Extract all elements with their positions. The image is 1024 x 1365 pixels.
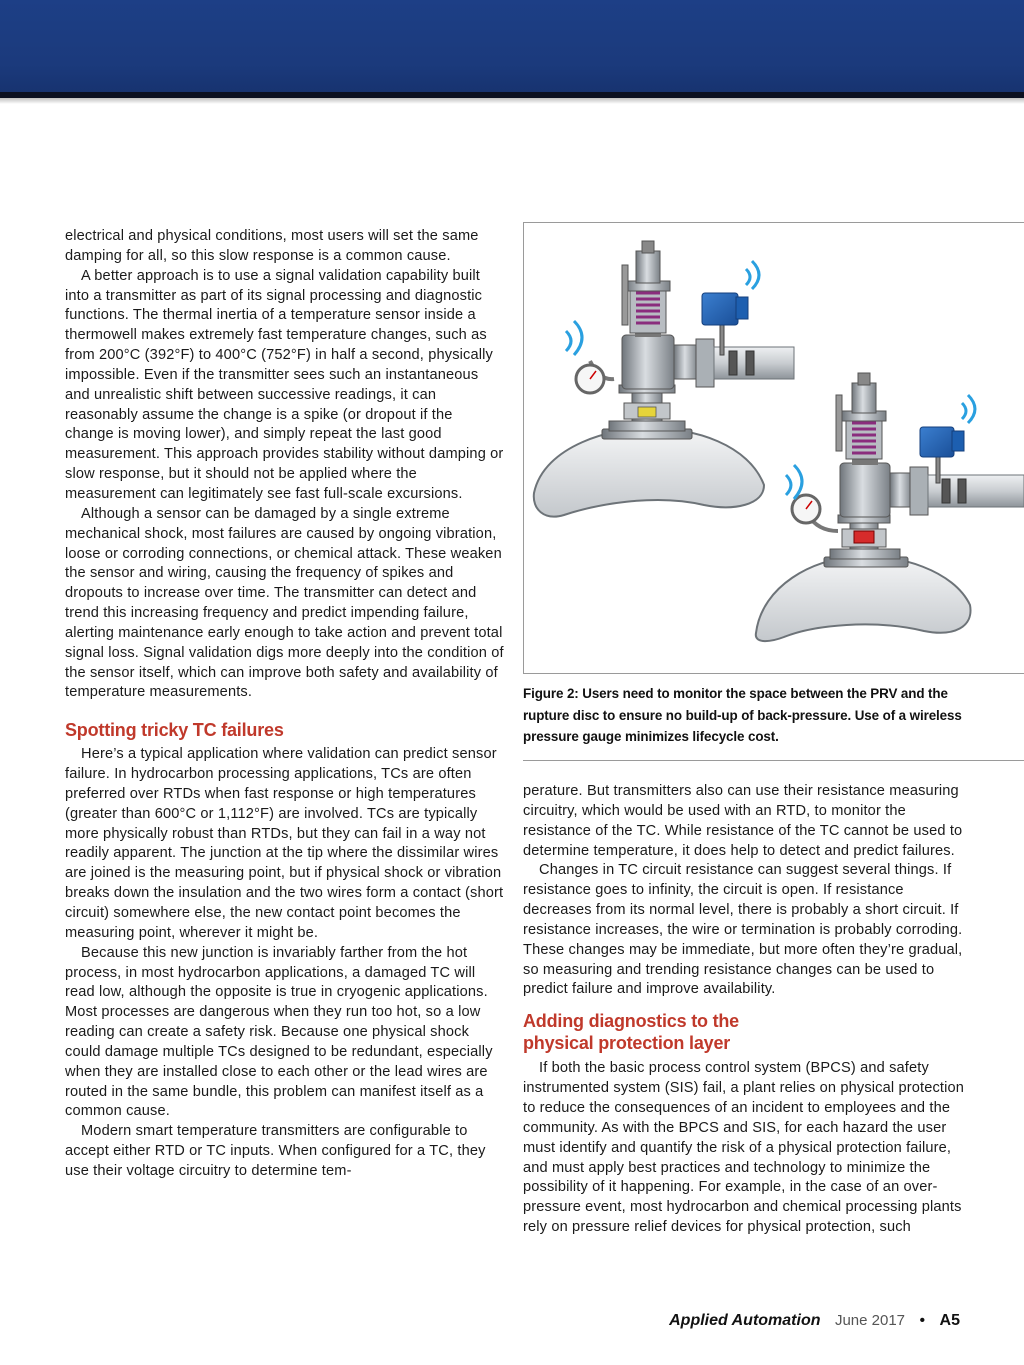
section-heading-line: Adding diagnostics to the bbox=[523, 1011, 739, 1032]
page-number: A5 bbox=[939, 1312, 960, 1329]
paragraph: electrical and physical conditions, most users will set the same damping for all, so this slow response is a common cause. bbox=[65, 228, 479, 264]
paragraph: Changes in TC circuit resistance can suggest several things. If resistance goes to infinity, the circuit is open. If resistance decreases from its normal level, there is probably a short circuit. If resistance increases, the wire or termination is probably corroding. These changes may be immediate, but more often they’re gradual, so measuring and trending resistance changes can be used to predict failure and improve availability. bbox=[523, 862, 963, 998]
prv-assembly-1 bbox=[534, 241, 794, 517]
issue-date: June 2017 bbox=[834, 1312, 906, 1329]
section-heading bbox=[523, 1010, 968, 1054]
page-footer bbox=[669, 1310, 960, 1332]
footer-separator: • bbox=[919, 1312, 926, 1329]
figure-caption: Figure 2: Users need to monitor the space between the PRV and the rupture disc to ensure no build-up of back-pressure. Use of a wireless pressure gauge minimizes lifecycle cost. bbox=[523, 686, 962, 744]
figure-illustration bbox=[523, 222, 1024, 674]
paragraph: If both the basic process control system (BPCS) and safety instrumented system (SIS) fail, a plant relies on physical protection to reduce the consequences of an incident to employees and the community. As with the BPCS and SIS, for each hazard the user must identify and quantify the risk of a physical protection failure, and must apply best practices and technology to minimize the possibility of it happening. For example, in the case of an over-pressure event, most hydrocarbon and chemical processing plants rely on pressure relief devices for physical protection, such bbox=[523, 1060, 965, 1236]
paragraph: Although a sensor can be damaged by a single extreme mechanical shock, most failures are caused by ongoing vibration, loose or corroding connections, or chemical attack. These weaken the sensor and wiring, causing the frequency of spikes and dropouts to increase over time. The transmitter can detect and trend this increasing frequency and predict impending failure, alerting maintenance early enough to take action and prevent total signal loss. Signal validation digs more deeply into the condition of the sensor itself, which can improve both safety and availability of temperature measurements. bbox=[65, 505, 504, 701]
prv-assembly-2 bbox=[756, 373, 1024, 641]
section-heading: Spotting tricky TC failures bbox=[65, 720, 284, 741]
paragraph: A better approach is to use a signal validation capability built into a transmitter as part of its signal processing and diagnostic functions. The thermal inertia of a temperature sensor inside a thermowell makes extremely fast temperature changes, such as from 200°C (392°F) to 400°C (752°F) in half a second, physically impossible. Even if the transmitter sees such an instantaneous and unrealistic shift between successive readings, it can reasonably assume the change is a spike (or dropout if the change is moving lower), and simply repeat the last good measurement. This approach provides stability without damping or slow response, but it should not be applied where the measurement can legitimately see fast full-scale excursions. bbox=[65, 267, 504, 502]
publication-name: Applied Automation bbox=[669, 1312, 821, 1329]
caption-divider bbox=[523, 760, 1024, 761]
right-column bbox=[523, 782, 968, 1238]
section-heading-line: physical protection layer bbox=[523, 1033, 731, 1054]
paragraph: Here’s a typical application where validation can predict sensor failure. In hydrocarbon processing applications, TCs are often preferred over RTDs when fast response or high temperatures (greater than 600°C or 1,112°F) are involved. TCs are typically more physically robust than RTDs, but they can fail in a way not readily apparent. The junction at the tip where the dissimilar wires are joined is the measuring point, but if physical shock or vibration breaks down the insulation and the two wires form a contact (short circuit) somewhere else, the new contact point becomes the measuring point, wherever it might be. bbox=[65, 746, 504, 941]
header-banner bbox=[0, 0, 1024, 92]
paragraph: Because this new junction is invariably farther from the hot process, in most hydrocarbon applications, a damaged TC will read low, although the opposite is true in cryogenic applications. Most processes are dangerous when they run too hot, so a low reading can create a safety risk. Because one physical shock could damage multiple TCs designed to be redundant, especially when they are installed close to each other or the lead wires are routed in the same bundle, this problem can manifest itself as a common cause. bbox=[65, 944, 493, 1120]
left-column bbox=[65, 227, 505, 1182]
paragraph: Modern smart temperature transmitters are configurable to accept either RTD or TC inputs. When configured for a TC, they use their voltage circuitry to determine tem- bbox=[65, 1123, 486, 1179]
prv-illustration bbox=[524, 223, 1024, 673]
banner-shadow bbox=[0, 98, 1024, 104]
paragraph: perature. But transmitters also can use their resistance measuring circuitry, which would be used with an RTD, to monitor the resistance of the TC. While resistance of the TC cannot be used to determine temperature, it does help to detect and predict failures. bbox=[523, 783, 963, 859]
